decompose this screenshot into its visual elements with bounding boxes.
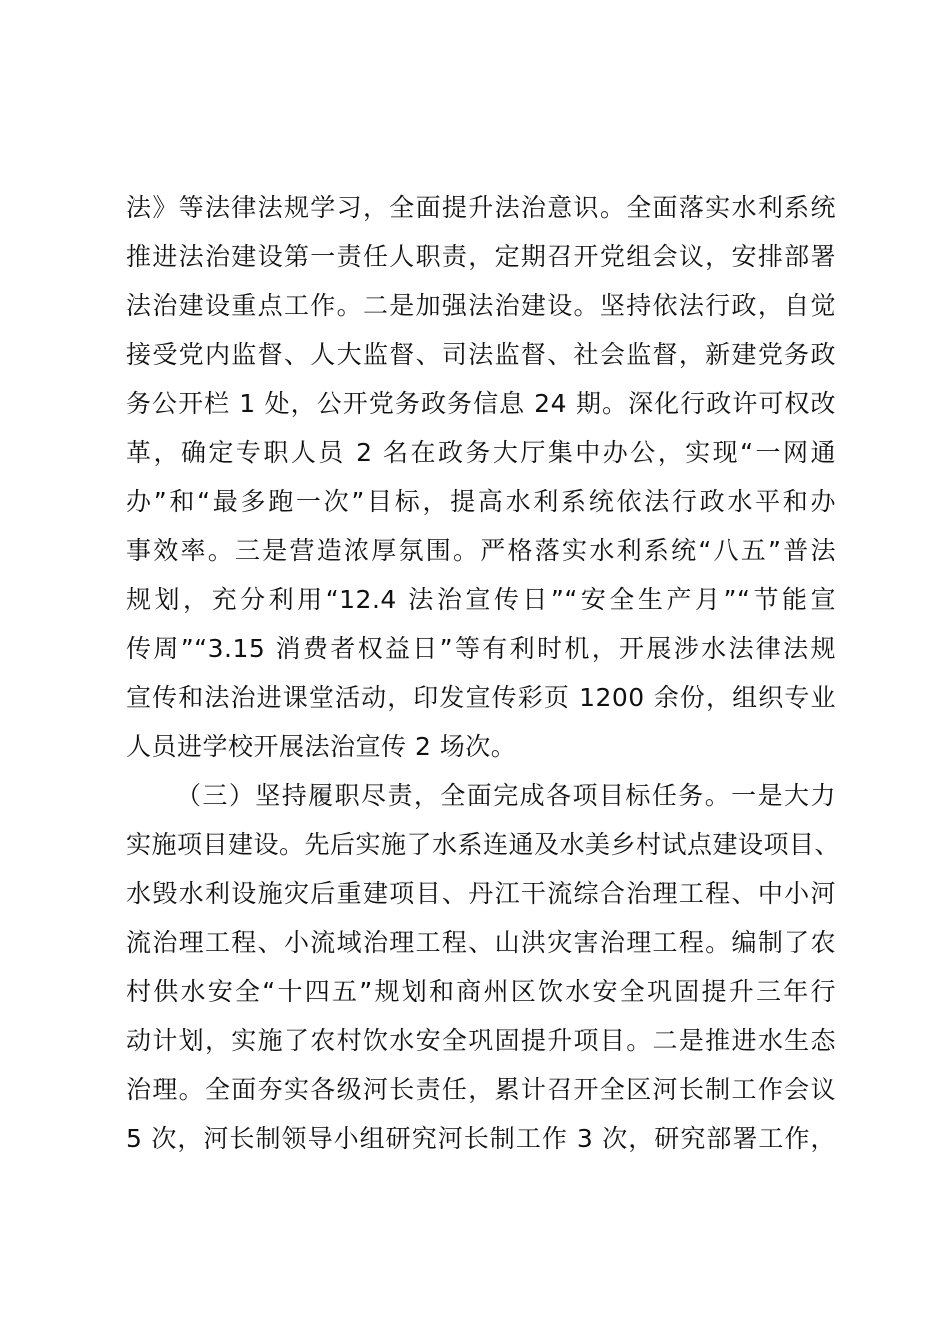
text-line: 实施项目建设。先后实施了水系连通及水美乡村试点建设项目、: [126, 830, 841, 859]
text-line: 办”和“最多跑一次”目标，提高水利系统依法行政水平和办: [126, 487, 836, 516]
text-line-indented: （三）坚持履职尽责，全面完成各项目标任务。一是大力: [176, 781, 836, 810]
text-line: 人员进学校开展法治宣传 2 场次。: [126, 732, 517, 761]
text-line: 治理。全面夯实各级河长责任，累计召开全区河长制工作会议: [126, 1075, 836, 1104]
text-line: 法》等法律法规学习，全面提升法治意识。全面落实水利系统: [126, 193, 836, 222]
text-line: 务公开栏 1 处，公开党务政务信息 24 期。深化行政许可权改: [126, 389, 836, 418]
text-line: 村供水安全“十四五”规划和商州区饮水安全巩固提升三年行: [126, 977, 836, 1006]
text-line: 动计划，实施了农村饮水安全巩固提升项目。二是推进水生态: [126, 1026, 836, 1055]
text-line: 推进法治建设第一责任人职责，定期召开党组会议，安排部署: [126, 242, 836, 271]
paragraph-2: [126, 771, 841, 1163]
text-line: 传周”“3.15 消费者权益日”等有利时机，开展涉水法律法规: [126, 634, 836, 663]
paragraph-1: [126, 183, 836, 771]
text-line: 5 次，河长制领导小组研究河长制工作 3 次，研究部署工作，: [126, 1124, 836, 1153]
text-line: 流治理工程、小流域治理工程、山洪灾害治理工程。编制了农: [126, 928, 836, 957]
text-line: 宣传和法治进课堂活动，印发宣传彩页 1200 余份，组织专业: [126, 683, 836, 712]
body-text: [126, 183, 841, 1163]
text-line: 水毁水利设施灾后重建项目、丹江干流综合治理工程、中小河: [126, 879, 836, 908]
text-line: 规划，充分利用“12.4 法治宣传日”“安全生产月”“节能宣: [126, 585, 836, 614]
text-line: 接受党内监督、人大监督、司法监督、社会监督，新建党务政: [126, 340, 836, 369]
text-line: 事效率。三是营造浓厚氛围。严格落实水利系统“八五”普法: [126, 536, 836, 565]
text-line: 法治建设重点工作。二是加强法治建设。坚持依法行政，自觉: [126, 291, 836, 320]
text-line: 革，确定专职人员 2 名在政务大厅集中办公，实现“一网通: [126, 438, 836, 467]
